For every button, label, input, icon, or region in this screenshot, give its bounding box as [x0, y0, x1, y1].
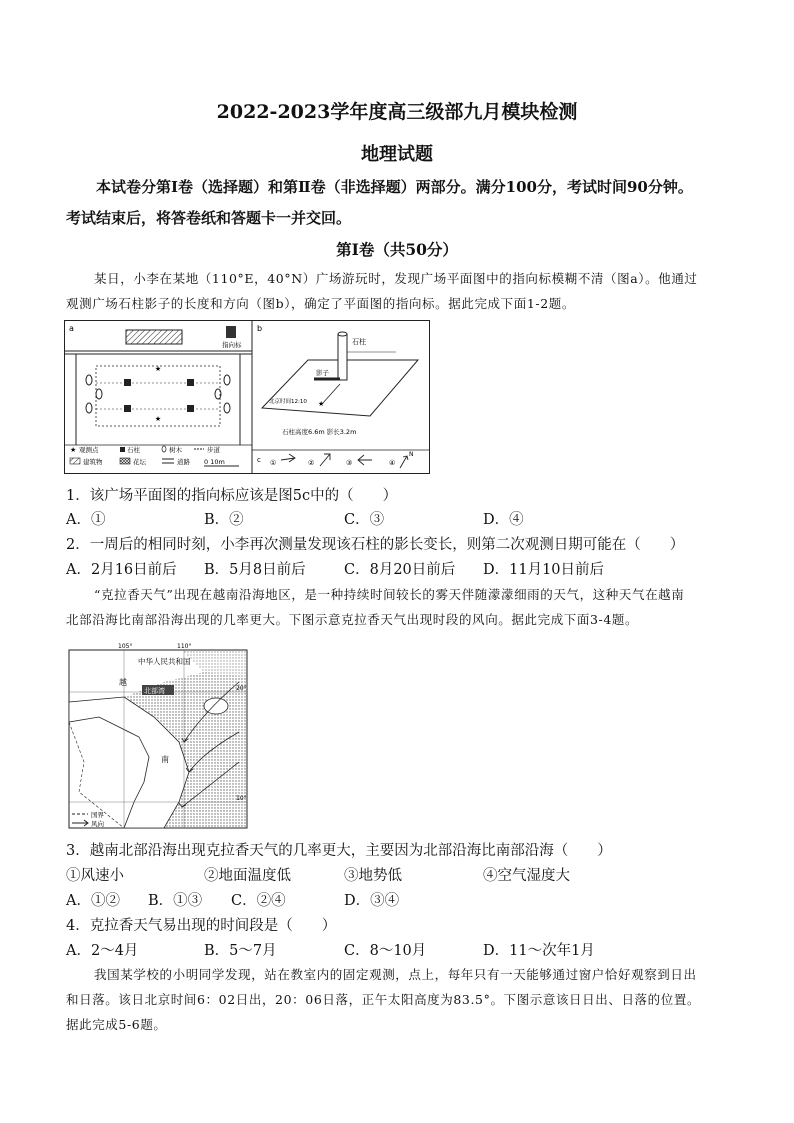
compass-blurred-icon: [226, 326, 236, 338]
country-label: 中华人民共和国: [138, 657, 191, 666]
q4-option-c[interactable]: C．8～10月: [344, 943, 427, 959]
q4-option-d[interactable]: D．11～次年1月: [483, 943, 595, 959]
option-4-label: ④: [389, 459, 396, 467]
q3-statement-4: ④空气湿度大: [483, 868, 570, 884]
pillar-4: [187, 405, 194, 412]
legend-flower-bed: 花坛: [133, 458, 146, 466]
option-2-label: ②: [308, 459, 315, 467]
question-4-stem: 4．克拉香天气易出现的时间段是（ ）: [66, 918, 337, 934]
observation-star-icon: ★: [318, 400, 325, 408]
instructions-line-1: 本试卷分第Ⅰ卷（选择题）和第Ⅱ卷（非选择题）两部分。满分100分，考试时间90分钟。: [96, 178, 693, 196]
panel-a-label: a: [69, 324, 74, 333]
page-title: 2022-2023学年度高三级部九月模块检测: [216, 101, 578, 123]
section-heading: 第Ⅰ卷（共50分）: [336, 240, 458, 259]
question-3-stem: 3．越南北部沿海出现克拉香天气的几率更大，主要因为北部沿海比南部沿海（ ）: [66, 843, 612, 859]
stone-pillar: [338, 334, 347, 380]
lon-label-110: 110°: [177, 643, 192, 650]
question-2-stem: 2．一周后的相同时刻，小李再次测量发现该石柱的影长变长，则第二次观测日期可能在（ ）: [66, 537, 685, 553]
q3-statement-2: ②地面温度低: [204, 868, 291, 884]
observation-point-icon: ★: [154, 365, 162, 373]
figure-2-map: [64, 642, 252, 830]
q1-option-a[interactable]: A．①: [66, 512, 106, 528]
sea-label: 北部湾: [144, 687, 165, 695]
q2-option-d[interactable]: D．11月10日前后: [483, 562, 605, 578]
legend-road: 道路: [177, 458, 190, 466]
q1-option-c[interactable]: C．③: [344, 512, 385, 528]
option-1-label: ①: [270, 459, 277, 467]
legend-building-icon: [70, 458, 80, 464]
compass-label: 指向标: [222, 341, 242, 349]
q2-option-b[interactable]: B．5月8日前后: [204, 562, 306, 578]
vietnam-label-2: 南: [161, 755, 169, 764]
q3-statement-1: ①风速小: [66, 868, 124, 884]
lat-label-10: 10°: [236, 795, 247, 802]
option-3-label: ③: [346, 459, 353, 467]
pillar-2: [187, 379, 194, 386]
lat-label-20: 20°: [236, 685, 247, 692]
legend-star-icon: ★: [70, 446, 77, 454]
passage-1-line-1: 某日，小李在某地（110°E，40°N）广场游玩时，发现广场平面图中的指向标模糊不清（图a）。他通过: [94, 271, 698, 286]
q4-option-a[interactable]: A．2～4月: [66, 943, 139, 959]
legend-wind: 风向: [91, 820, 104, 828]
q3-option-a[interactable]: A．①②: [66, 893, 120, 909]
shadow-label: 影子: [316, 369, 329, 377]
passage-3-line-2: 和日落。该日北京时间6：02日出，20：06日落，正午太阳高度为83.5°。下图示意该日日出、日落的位置。: [66, 992, 701, 1007]
legend-building: 建筑物: [83, 458, 103, 466]
vietnam-label-1: 越: [119, 678, 127, 687]
figure-1: [64, 320, 430, 474]
passage-3-line-3: 据此完成5-6题。: [66, 1017, 167, 1032]
figure-1-svg: [64, 320, 430, 474]
time-label: 北京时间12:10: [269, 399, 307, 405]
q2-option-a[interactable]: A．2月16日前后: [66, 562, 177, 578]
pillar-3: [124, 405, 131, 412]
legend-observation-point: 观测点: [79, 446, 99, 454]
passage-1-line-2: 观测广场石柱影子的长度和方向（图b），确定了平面图的指向标。据此完成下面1-2题。: [66, 296, 575, 311]
pillar-1: [124, 379, 131, 386]
building-icon: [126, 330, 182, 344]
q1-option-d[interactable]: D．④: [483, 512, 524, 528]
legend-tree: 树木: [169, 446, 182, 454]
passage-3-line-1: 我国某学校的小明同学发现，站在教室内的固定观测，点上，每年只有一天能够通过窗户恰好观察到日出: [94, 967, 697, 982]
passage-2-line-1: “克拉香天气”出现在越南沿海地区，是一种持续时间较长的雾天伴随濛濛细雨的天气，这种天气在越南: [94, 587, 685, 602]
north-letter: N: [409, 451, 414, 458]
q3-option-c[interactable]: C．②④: [231, 893, 286, 909]
observation-point-icon: ★: [154, 415, 162, 423]
q3-option-d[interactable]: D．③④: [344, 893, 400, 909]
lon-label-105: 105°: [118, 643, 133, 650]
legend-footpath: 步道: [207, 446, 220, 454]
q3-statement-3: ③地势低: [344, 868, 402, 884]
exam-instructions: [66, 172, 746, 234]
passage-1: [66, 266, 746, 316]
pillar-top: [338, 332, 347, 336]
panel-b-label: b: [257, 324, 263, 333]
pillar-label: 石柱: [352, 338, 366, 346]
q2-option-c[interactable]: C．8月20日前后: [344, 562, 456, 578]
q3-option-b[interactable]: B．①③: [148, 893, 203, 909]
legend-stone-pillar: 石柱: [127, 446, 140, 454]
instructions-line-2: 考试结束后，将答卷纸和答题卡一并交回。: [66, 209, 352, 227]
scale-label: 0 10m: [204, 458, 225, 466]
q4-option-b[interactable]: B．5～7月: [204, 943, 277, 959]
passage-2-line-2: 北部沿海比南部沿海出现的几率更大。下图示意克拉香天气出现时段的风向。据此完成下面3-4题。: [66, 612, 639, 627]
question-1-stem: 1．该广场平面图的指向标应该是图5c中的（ ）: [66, 488, 398, 504]
map-svg: [64, 642, 252, 830]
panel-c-label: c: [257, 456, 261, 464]
legend-flowerbed-icon: [120, 458, 130, 464]
passage-3: [66, 962, 746, 1037]
passage-2: [66, 582, 746, 632]
legend-pillar-icon: [120, 447, 125, 452]
q1-option-b[interactable]: B．②: [204, 512, 244, 528]
page-subtitle: 地理试题: [361, 144, 433, 165]
pillar-caption: 石柱高度6.6m 影长3.2m: [282, 428, 357, 436]
legend-border: 国界: [91, 811, 104, 819]
